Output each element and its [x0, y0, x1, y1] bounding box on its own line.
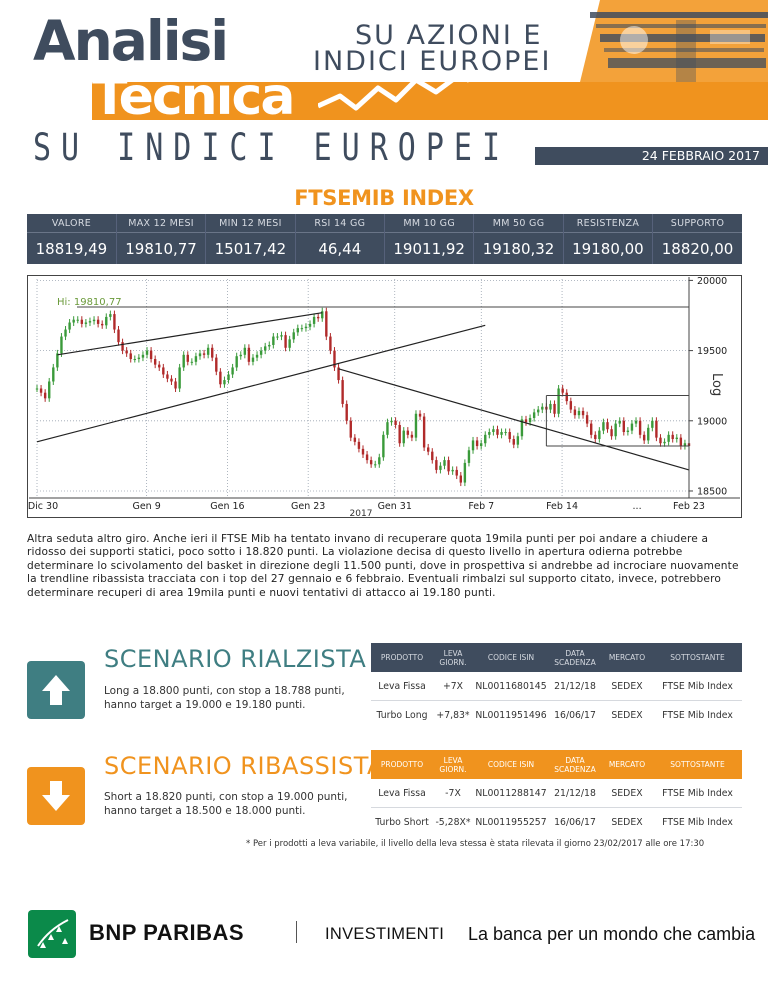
- chart-candle-body: [464, 463, 466, 483]
- chart-candle-body: [582, 411, 584, 415]
- header-subtitle-line2: INDICI EUROPEI: [313, 46, 552, 77]
- footnote: * Per i prodotti a leva variabile, il livello della leva stessa è stata rilevata il giorno 23/02/2017 alle ore 17:30: [246, 839, 705, 849]
- chart-candle-body: [85, 323, 87, 324]
- analysis-paragraph: Altra seduta altro giro. Anche ieri il FTSE Mib ha tentato invano di recuperare quota 19mila punti per poi andare a chiudere a ridosso dei supporti statici, poco sotto i 18.820 punti. La violazione decisa di questo livello in apertura odierna potrebbe determinare lo scivolamento del basket in direzione degli 11.500 punti, dove in prospettiva si andrebbe ad incrociare nuovamente la trendline ribassista tracciata con i top del 27 gennaio e 6 febbraio. Eventuali rimbalzi sul supporto citato, invece, potrebbero determinare recuperi di area 19mila punti e nuovi tentativi di attacco ai 19.180 punti.: [27, 533, 739, 599]
- chart-candle-body: [44, 393, 46, 399]
- chart-candle-body: [415, 414, 417, 438]
- chart-candle-body: [191, 362, 193, 363]
- chart-candle-body: [272, 337, 274, 345]
- stats-header-cell: RSI 14 GG: [295, 214, 384, 233]
- table-row: [371, 701, 742, 730]
- chart-candle-body: [504, 432, 506, 433]
- chart-candle-body: [215, 358, 217, 372]
- chart-candle-body: [594, 435, 596, 439]
- chart-candle-body: [329, 337, 331, 351]
- chart-candle-body: [231, 367, 233, 374]
- chart-candle-body: [227, 374, 229, 380]
- chart-candle-body: [570, 401, 572, 409]
- chart-candle-body: [614, 424, 616, 437]
- table-cell: FTSE Mib Index: [653, 672, 742, 701]
- arrow-up-icon: [27, 661, 85, 719]
- chart-candle-body: [317, 317, 319, 318]
- chart-candle-body: [488, 432, 490, 435]
- chart-candle-body: [537, 410, 539, 413]
- table-header-cell: DATA SCADENZA: [554, 755, 596, 774]
- table-cell: NL0011680145: [473, 672, 549, 701]
- chart-candle-body: [134, 359, 136, 360]
- chart-candle-body: [301, 328, 303, 329]
- chart-candle-body: [146, 351, 148, 355]
- chart-candle-body: [492, 429, 494, 432]
- chart-candle-body: [105, 317, 107, 325]
- chart-candle-body: [509, 432, 511, 439]
- chart-x-tick-label: ...: [632, 501, 642, 512]
- chart-candle-body: [248, 348, 250, 362]
- chart-y-tick-label: 18500: [697, 486, 728, 498]
- chart-candle-body: [346, 404, 348, 421]
- table-row: [371, 779, 742, 808]
- chart-candle-body: [203, 353, 205, 354]
- footer-separator: [296, 921, 297, 943]
- bnp-paribas-logo: [28, 910, 76, 958]
- table-row: [371, 672, 742, 701]
- stats-header-cell: RESISTENZA: [563, 214, 652, 233]
- chart-candle-body: [170, 379, 172, 382]
- chart-candle-body: [566, 393, 568, 401]
- chart-candle-body: [513, 439, 515, 445]
- chart-candle-body: [325, 311, 327, 336]
- chart-candle-body: [199, 353, 201, 356]
- chart-candle-body: [276, 337, 278, 338]
- chart-candle-body: [52, 367, 54, 381]
- table-cell: 16/06/17: [554, 709, 596, 721]
- table-cell: Turbo Long: [376, 709, 428, 721]
- index-title: FTSEMIB INDEX: [294, 186, 474, 210]
- stats-table: [27, 214, 742, 264]
- table-cell: -5,28X*: [435, 816, 471, 828]
- chart-candle-body: [313, 317, 315, 324]
- header-title-tecnica: Tecnica: [92, 67, 294, 127]
- table-cell: SEDEX: [601, 779, 653, 808]
- chart-y-tick-label: 19000: [697, 416, 728, 428]
- table-header-cell: MERCATO: [608, 653, 646, 662]
- chart-candle-body: [451, 470, 453, 471]
- price-chart: [27, 275, 742, 518]
- scenario-down-text: Short a 18.820 punti, con stop a 19.000 punti, hanno target a 18.500 e 18.000 punti.: [104, 791, 348, 817]
- table-header-cell: CODICE ISIN: [487, 653, 535, 662]
- chart-candle-body: [680, 438, 682, 446]
- brand-division: INVESTIMENTI: [325, 925, 445, 943]
- stats-value-cell: 19011,92: [385, 233, 474, 265]
- table-header-cell: SOTTOSTANTE: [670, 653, 725, 662]
- stats-value-cell: 46,44: [295, 233, 384, 265]
- chart-candle-body: [561, 389, 563, 393]
- chart-candle-body: [121, 342, 123, 350]
- chart-candle-body: [460, 476, 462, 483]
- chart-candle-body: [447, 460, 449, 471]
- chart-candle-body: [672, 435, 674, 439]
- chart-x-tick-label: Dic 30: [27, 501, 59, 512]
- chart-candle-body: [183, 355, 185, 368]
- chart-candle-body: [252, 358, 254, 362]
- chart-candle-body: [378, 457, 380, 464]
- stats-value-cell: 15017,42: [206, 233, 295, 265]
- chart-candle-body: [476, 440, 478, 446]
- chart-candle-body: [549, 404, 551, 410]
- brand-name: BNP PARIBAS: [89, 920, 245, 945]
- chart-candle-body: [403, 431, 405, 444]
- table-row: [371, 808, 742, 837]
- chart-candle-body: [468, 450, 470, 463]
- stats-value-cell: 19180,32: [474, 233, 563, 265]
- chart-candle-body: [525, 419, 527, 422]
- chart-candle-body: [223, 380, 225, 384]
- chart-candle-body: [651, 421, 653, 428]
- chart-log-label: Log: [709, 373, 724, 397]
- chart-candle-body: [667, 435, 669, 442]
- table-cell: NL0011288147: [473, 779, 549, 808]
- chart-candle-body: [358, 442, 360, 449]
- table-header-cell: MERCATO: [608, 760, 646, 769]
- chart-candle-body: [578, 411, 580, 415]
- chart-candle-body: [297, 328, 299, 332]
- chart-candle-body: [370, 460, 372, 464]
- chart-candle-body: [268, 345, 270, 346]
- chart-candle-body: [350, 421, 352, 438]
- table-cell: FTSE Mib Index: [662, 709, 733, 721]
- chart-x-tick-label: Gen 31: [377, 501, 412, 512]
- chart-x-tick-label: Feb 14: [546, 501, 579, 512]
- chart-candle-body: [77, 320, 79, 321]
- chart-candle-body: [195, 356, 197, 362]
- chart-candle-body: [211, 348, 213, 358]
- chart-candle-body: [235, 356, 237, 367]
- chart-candle-body: [284, 335, 286, 348]
- chart-candle-body: [529, 418, 531, 422]
- chart-candle-body: [117, 330, 119, 343]
- chart-candle-body: [101, 324, 103, 325]
- chart-candle-body: [109, 314, 111, 317]
- table-header-cell: PRODOTTO: [380, 760, 424, 769]
- table-header-cell: CODICE ISIN: [487, 760, 535, 769]
- chart-candle-body: [187, 355, 189, 362]
- scenario-up-header-row: [371, 643, 742, 672]
- chart-candle-body: [435, 460, 437, 470]
- chart-candle-body: [130, 353, 132, 359]
- chart-candle-body: [244, 348, 246, 355]
- chart-candle-body: [586, 415, 588, 423]
- header-subtitle-line1: SU AZIONI E: [355, 20, 543, 51]
- chart-candle-body: [631, 424, 633, 431]
- chart-candle-body: [280, 335, 282, 336]
- brand-slogan: La banca per un mondo che cambia: [468, 924, 756, 944]
- chart-candle-body: [655, 421, 657, 438]
- stats-value-cell: 19180,00: [563, 233, 652, 265]
- chart-candle-body: [472, 440, 474, 450]
- stats-header-cell: SUPPORTO: [653, 214, 742, 233]
- chart-candle-body: [374, 464, 376, 465]
- chart-candle-body: [162, 367, 164, 374]
- chart-candle-body: [553, 404, 555, 414]
- chart-candle-body: [676, 438, 678, 439]
- chart-y-tick-label: 19500: [697, 346, 728, 358]
- chart-candle-body: [81, 320, 83, 324]
- table-header-cell: DATA SCADENZA: [554, 648, 596, 667]
- stats-header-row: [27, 214, 742, 233]
- chart-candle-body: [541, 407, 543, 410]
- chart-candle-body: [36, 389, 38, 390]
- chart-y-tick-label: 20000: [697, 275, 728, 287]
- chart-candle-body: [341, 380, 343, 404]
- chart-candle-body: [89, 321, 91, 322]
- stats-value-cell: 18819,49: [27, 233, 116, 265]
- chart-candle-body: [557, 389, 559, 414]
- chart-candle-body: [207, 348, 209, 355]
- chart-candle-body: [627, 431, 629, 432]
- chart-candle-body: [366, 454, 368, 460]
- chart-candle-body: [639, 421, 641, 435]
- chart-candle-body: [643, 435, 645, 441]
- table-cell: 21/12/18: [549, 779, 601, 808]
- chart-candle-body: [419, 414, 421, 417]
- chart-x-year-label: 2017: [349, 509, 373, 518]
- chart-candle-body: [64, 330, 66, 337]
- chart-candle-body: [602, 422, 604, 430]
- chart-candle-body: [288, 339, 290, 347]
- scenario-up-table: [371, 643, 742, 729]
- chart-candle-body: [264, 346, 266, 350]
- table-cell: NL0011955257: [475, 816, 547, 828]
- table-cell: SEDEX: [611, 816, 643, 828]
- chart-candle-body: [354, 438, 356, 442]
- table-cell: 21/12/18: [549, 672, 601, 701]
- chart-candle-body: [260, 351, 262, 355]
- header-decoration-image: [560, 0, 768, 82]
- chart-candle-body: [533, 412, 535, 418]
- stats-value-cell: 19810,77: [116, 233, 205, 265]
- chart-candle-body: [40, 389, 42, 393]
- table-cell: Leva Fissa: [371, 779, 433, 808]
- chart-x-tick-label: Gen 9: [132, 501, 161, 512]
- chart-candle-body: [142, 355, 144, 358]
- table-cell: SEDEX: [601, 672, 653, 701]
- chart-candle-body: [125, 351, 127, 354]
- chart-candle-body: [480, 443, 482, 446]
- table-cell: Leva Fissa: [371, 672, 433, 701]
- chart-candle-body: [174, 381, 176, 388]
- chart-candle-body: [150, 351, 152, 359]
- stats-value-row: [27, 233, 742, 265]
- chart-candle-body: [113, 314, 115, 329]
- chart-candle-body: [138, 358, 140, 359]
- chart-candle-body: [97, 320, 99, 324]
- chart-candle-body: [219, 372, 221, 385]
- stats-header-cell: MM 50 GG: [474, 214, 563, 233]
- header-title-analisi: Analisi: [33, 9, 228, 73]
- chart-x-tick-label: Feb 23: [673, 501, 705, 512]
- chart-candle-body: [382, 435, 384, 457]
- scenario-up-text: Long a 18.800 punti, con stop a 18.788 punti, hanno target a 19.000 e 19.180 punti.: [104, 685, 345, 711]
- chart-candle-body: [647, 428, 649, 441]
- chart-candle-body: [500, 432, 502, 435]
- chart-candle-body: [590, 424, 592, 435]
- table-cell: +7,83*: [436, 709, 470, 721]
- chart-candle-body: [256, 355, 258, 358]
- chart-candle-body: [68, 323, 70, 330]
- table-cell: 16/06/17: [554, 816, 596, 828]
- table-cell: -7X: [433, 779, 473, 808]
- chart-candle-body: [623, 421, 625, 432]
- arrow-down-icon: [27, 767, 85, 825]
- chart-candle-body: [394, 421, 396, 425]
- table-header-cell: PRODOTTO: [380, 653, 424, 662]
- table-cell: FTSE Mib Index: [653, 779, 742, 808]
- chart-x-tick-label: Gen 16: [210, 501, 245, 512]
- chart-candle-body: [390, 421, 392, 422]
- stats-header-cell: MAX 12 MESI: [116, 214, 205, 233]
- chart-candle-body: [178, 367, 180, 388]
- chart-candle-body: [619, 421, 621, 424]
- chart-candle-body: [240, 355, 242, 356]
- stats-header-cell: MIN 12 MESI: [206, 214, 295, 233]
- chart-candle-body: [305, 327, 307, 328]
- chart-candle-body: [635, 421, 637, 424]
- chart-candle-body: [427, 447, 429, 451]
- stats-header-cell: MM 10 GG: [385, 214, 474, 233]
- chart-candle-body: [456, 470, 458, 476]
- chart-candle-body: [443, 460, 445, 466]
- table-header-cell: LEVA GIORN.: [439, 648, 467, 667]
- chart-candle-body: [154, 359, 156, 365]
- chart-candle-body: [386, 422, 388, 435]
- chart-candle-body: [423, 417, 425, 448]
- chart-candle-body: [411, 435, 413, 438]
- chart-candle-body: [362, 449, 364, 455]
- scenario-up-box: [27, 661, 85, 719]
- stats-header-cell: VALORE: [27, 214, 116, 233]
- report-date: 24 FEBBRAIO 2017: [641, 148, 760, 163]
- chart-candle-body: [606, 422, 608, 429]
- chart-candle-body: [517, 436, 519, 444]
- chart-candle-body: [398, 425, 400, 443]
- chart-candle-body: [659, 438, 661, 444]
- chart-candle-body: [309, 324, 311, 327]
- chart-candle-body: [293, 332, 295, 339]
- stats-value-cell: 18820,00: [653, 233, 742, 265]
- chart-candle-body: [407, 431, 409, 435]
- table-cell: NL0011951496: [475, 709, 547, 721]
- chart-candle-body: [48, 381, 50, 398]
- scenario-down-header-row: [371, 750, 742, 779]
- chart-candle-body: [158, 365, 160, 368]
- chart-candle-body: [166, 374, 168, 378]
- chart-candle-body: [431, 452, 433, 460]
- chart-candle-body: [56, 353, 58, 367]
- chart-candle-body: [439, 466, 441, 470]
- table-cell: SEDEX: [611, 709, 643, 721]
- chart-candle-body: [663, 442, 665, 443]
- table-cell: FTSE Mib Index: [662, 816, 733, 828]
- chart-candle-body: [484, 435, 486, 443]
- scenario-down-box: [27, 767, 85, 825]
- chart-candle-body: [598, 431, 600, 439]
- table-cell: Turbo Short: [375, 816, 429, 828]
- table-cell: +7X: [433, 672, 473, 701]
- scenario-up-title: SCENARIO RIALZISTA: [104, 645, 367, 673]
- table-header-cell: SOTTOSTANTE: [670, 760, 725, 769]
- chart-candle-body: [60, 337, 62, 354]
- chart-x-tick-label: Gen 23: [291, 501, 326, 512]
- chart-candle-body: [72, 320, 74, 323]
- chart-candle-body: [93, 320, 95, 321]
- chart-hi-label: Hi: 19810,77: [57, 297, 122, 308]
- chart-x-tick-label: Feb 7: [468, 501, 495, 512]
- header-section-label: SU INDICI EUROPEI: [33, 126, 511, 170]
- scenario-down-title: SCENARIO RIBASSISTA: [104, 752, 384, 780]
- scenario-down-table: [371, 750, 742, 836]
- chart-candle-body: [610, 429, 612, 436]
- table-header-cell: LEVA GIORN.: [439, 755, 467, 774]
- chart-candle-body: [574, 410, 576, 416]
- chart-candle-body: [496, 429, 498, 435]
